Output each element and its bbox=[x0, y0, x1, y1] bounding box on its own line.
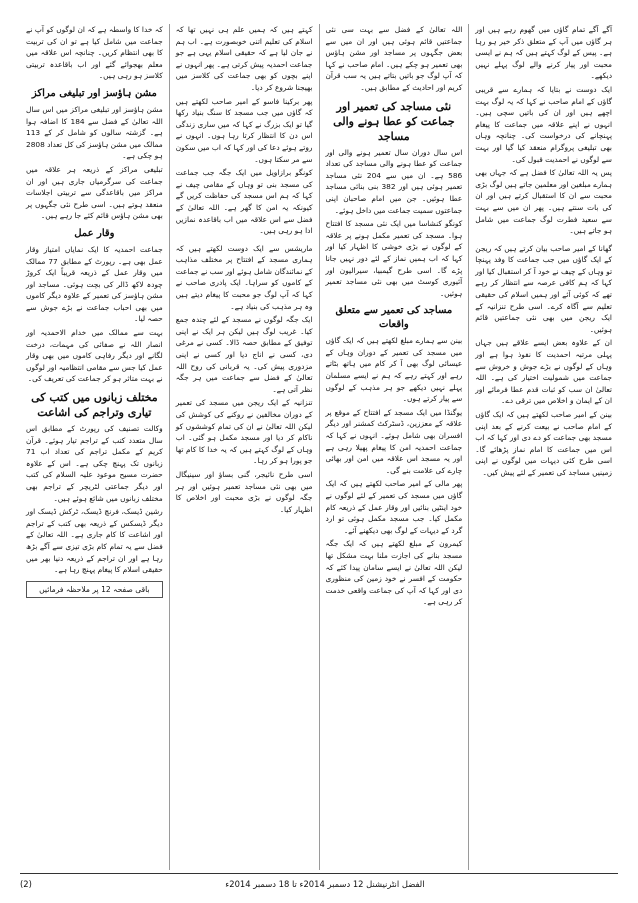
footer-divider bbox=[20, 873, 618, 874]
paragraph: تبلیغی مراکز کے ذریعہ ہر علاقہ میں جماعت کی سرگرمیاں جاری ہیں اور ان مراکز میں باقاعدگی سے تربیتی اجلاسات منعقد ہوتے ہیں۔ اسی طرح نئی جگہوں پر بھی مشن ہاؤس قائم کئے جا رہے ہیں۔ bbox=[26, 164, 163, 221]
column-4 bbox=[20, 24, 170, 870]
paragraph: اسی طرح نائیجر، گنی بساؤ اور سینیگال میں بھی نئی مساجد تعمیر ہوئیں اور ہر جگہ لوگوں نے بڑی محبت اور اخلاص کا اظہار کیا۔ bbox=[175, 469, 313, 514]
issue-date-line: الفضل انٹرنیشنل 12 دسمبر 2014ء تا 18 دسمبر 2014ء bbox=[225, 879, 425, 889]
paragraph: بینن سے ہمارے مبلغ لکھتے ہیں کہ ایک گاؤں میں مسجد کی تعمیر کے دوران وہاں کے عیسائی لوگ بھی آ کر کام میں ہاتھ بٹاتے رہے اور کہتے رہے کہ ہم نے ایسے مسلمان پہلے نہیں دیکھے جو ہر مذہب کے لوگوں سے پیار کرتے ہوں۔ bbox=[325, 336, 463, 404]
page-number: (2) bbox=[20, 879, 32, 889]
paragraph: پس یہ اللہ تعالیٰ کا فضل ہے کہ جہاں بھی ہمارے مبلغین اور معلمین جاتے ہیں لوگ بڑی محبت سے ان کا استقبال کرتے ہیں اور ان کی بات سنتے ہیں۔ پھر ان میں سے بہت سے سعید فطرت لوگ جماعت میں شامل ہو جاتے ہیں۔ bbox=[475, 168, 612, 236]
section-heading-mission-houses: مشن ہاؤسز اور تبلیغی مراکز bbox=[31, 87, 157, 99]
paragraph: کونگو برازاویل میں ایک جگہ جب جماعت کی مسجد بنی تو وہاں کے مقامی چیف نے کہا کہ ہم اس مسجد کی حفاظت کریں گے کیونکہ یہ امن کا گھر ہے۔ اللہ تعالیٰ کے فضل سے اس علاقہ میں اب باقاعدہ نمازیں ادا ہو رہی ہیں۔ bbox=[175, 168, 313, 236]
paragraph: بہت سے ممالک میں خدام الاحمدیہ اور انصار اللہ نے صفائی کی مہمات، درخت لگانے اور دیگر رفاہی کاموں میں بھی وقار عمل کیا جس سے مقامی انتظامیہ اور لوگوں نے بہت متاثر ہو کر جماعت کی تعریف کی۔ bbox=[26, 328, 163, 384]
section-heading-new-mosques: نئی مساجد کی تعمیر اور جماعت کو عطا ہونے والی مساجد bbox=[333, 99, 455, 143]
paragraph: ایک دوست نے بتایا کہ ہمارے سے قریبی گاؤں کے امام صاحب نے کہا کہ یہ لوگ بہت اچھے ہیں اور ان کی باتیں سچی ہیں۔ انہوں نے اپنے علاقہ میں جماعت کا پیغام پہنچانے کی درخواست کی۔ چنانچہ وہاں بھی تبلیغی پروگرام منعقد کیا گیا اور بہت سے لوگوں نے احمدیت قبول کی۔ bbox=[475, 84, 612, 164]
paragraph: پھر برکینا فاسو کے امیر صاحب لکھتے ہیں کہ گاؤں میں جب مسجد کا سنگ بنیاد رکھا گیا تو ایک بزرگ نے کہا کہ میں ساری زندگی اس دن کا انتظار کرتا رہا ہوں۔ انہوں نے روتے ہوئے دعا کی اور کہا کہ اب میں سکون سے مر سکتا ہوں۔ bbox=[175, 96, 313, 164]
paragraph: کہ خدا کا واسطہ ہے کہ ان لوگوں کو آپ نے جماعت میں شامل کیا ہے تو ان کی تربیت کا بھی انتظام کریں۔ چنانچہ اس علاقہ میں معلم بھجوائے گئے اور اب باقاعدہ تربیتی کلاسز ہو رہی ہیں۔ bbox=[26, 25, 163, 81]
paragraph: ان کے علاوہ بعض ایسے علاقے ہیں جہاں پہلی مرتبہ احمدیت کا نفوذ ہوا ہے اور وہاں کے لوگوں نے بڑے جوش و خروش سے جماعت میں شمولیت اختیار کی ہے۔ اللہ تعالیٰ ان سب کو ثبات قدم عطا فرمائے اور ان کے ایمان و اخلاص میں ترقی دے۔ bbox=[475, 338, 612, 406]
section-heading-mosque-events: مساجد کی تعمیر سے متعلق واقعات bbox=[335, 305, 453, 331]
article-columns bbox=[20, 24, 618, 870]
paragraph: جماعت احمدیہ کا ایک نمایاں امتیاز وقار عمل بھی ہے۔ رپورٹ کے مطابق 77 ممالک میں وقار عمل کے ذریعہ قریباً ایک کروڑ چودہ لاکھ ڈالر کی بچت ہوئی۔ مساجد اور مشن ہاؤسز کی تعمیر کے علاوہ دیگر کاموں میں بھی احباب جماعت نے بڑے جوش سے حصہ لیا۔ bbox=[26, 244, 163, 324]
paragraph: تنزانیہ کے ایک ریجن میں مسجد کی تعمیر کے دوران مخالفین نے روکنے کی کوشش کی لیکن اللہ تعالیٰ نے ان کی تمام کوششوں کو ناکام کر دیا اور مسجد مکمل ہو گئی۔ اب وہاں کے لوگ کہتے ہیں کہ یہ خدا کا کام تھا جو پورا ہو کر رہا۔ bbox=[175, 398, 313, 466]
column-1 bbox=[469, 24, 618, 870]
column-3 bbox=[170, 24, 320, 870]
paragraph: کیمرون کے مبلغ لکھتے ہیں کہ ایک جگہ مسجد بنانے کی اجازت ملنا بہت مشکل تھا لیکن اللہ تعالیٰ نے ایسے سامان پیدا کئے کہ حکومت کے افسر نے خود زمین کی منظوری دی اور کہا کہ آپ کی جماعت واقعی خدمت کر رہی ہے۔ bbox=[325, 539, 463, 607]
paragraph: وکالت تصنیف کی رپورٹ کے مطابق اس سال متعدد کتب کے تراجم تیار ہوئے۔ قرآن کریم کے مکمل تراجم کی تعداد اب 71 زبانوں تک پہنچ چکی ہے۔ اس کے علاوہ حضرت مسیح موعود علیہ السلام کی کتب اور دیگر جماعتی لٹریچر کے تراجم بھی مختلف زبانوں میں شائع ہوئے ہیں۔ bbox=[26, 424, 163, 503]
paragraph: کونگو کنشاسا میں ایک نئی مسجد کا افتتاح ہوا۔ مسجد کی تعمیر مکمل ہونے پر علاقہ کے لوگوں نے بڑی خوشی کا اظہار کیا اور کہا کہ اب ہمیں نماز کے لئے دور نہیں جانا پڑے گا۔ اسی طرح گیمبیا، سیرالیون اور آئیوری کوسٹ میں بھی نئی مساجد تعمیر ہوئیں۔ bbox=[325, 219, 463, 298]
paragraph: آگے آگے تمام گاؤں میں گھوم رہے ہیں اور ہر گاؤں میں آپ کے متعلق ذکر خیر ہو رہا ہے۔ پیس کے لوگ کہتے ہیں کہ ہم نے ایسی محبت اور پیار کرنے والے لوگ پہلے نہیں دیکھے۔ bbox=[475, 25, 612, 81]
paragraph: کہتے ہیں کہ ہمیں علم ہی نہیں تھا کہ اسلام کی تعلیم اتنی خوبصورت ہے۔ اب ہم نے جان لیا ہے کہ حقیقی اسلام یہی ہے جو جماعت احمدیہ پیش کرتی ہے۔ پھر انہوں نے اپنے بچوں کو بھی جماعت کی کلاسز میں بھیجنا شروع کر دیا۔ bbox=[175, 25, 313, 92]
section-heading-waqar-e-amal: وقار عمل bbox=[74, 227, 115, 239]
paragraph: ماریشس سے ایک دوست لکھتے ہیں کہ ہماری مسجد کے افتتاح پر مختلف مذاہب کے نمائندگان شامل ہوئے اور سب نے جماعت کے کاموں کو سراہا۔ ایک پادری صاحب نے کہا کہ آپ لوگ جو محبت کا پیغام دیتے ہیں وہ ہر مذہب کی بنیاد ہے۔ bbox=[175, 243, 313, 311]
section-heading-translations: مختلف زبانوں میں کتب کی تیاری وتراجم کی اشاعت bbox=[31, 391, 158, 420]
paragraph: اللہ تعالیٰ کے فضل سے بہت سی نئی جماعتیں قائم ہوئی ہیں اور ان میں سے بعض جگہوں پر مساجد اور مشن ہاؤس بھی تعمیر ہو چکے ہیں۔ امام صاحب نے کہا کہ آپ لوگ جو باتیں بتاتے ہیں یہ سب قرآن کریم اور احادیث کے مطابق ہیں۔ bbox=[325, 25, 463, 92]
paragraph: بینن کے امیر صاحب لکھتے ہیں کہ ایک گاؤں کے امام صاحب نے بیعت کرنے کے بعد اپنی مسجد بھی جماعت کو دے دی اور کہا کہ اب اس میں جماعت کا امام نماز پڑھائے گا۔ اسی طرح کئی دیہات میں لوگوں نے اپنی زمینیں مساجد کی تعمیر کے لئے پیش کیں۔ bbox=[475, 410, 612, 477]
paragraph: رشین ڈیسک، فرنچ ڈیسک، ٹرکش ڈیسک اور دیگر ڈیسکس کے ذریعہ بھی کتب کے تراجم اور اشاعت کا کام جاری ہے۔ اللہ تعالیٰ کے فضل سے یہ تمام کام بڑی تیزی سے آگے بڑھ رہا ہے اور ان تراجم کے ذریعہ دنیا بھر میں حقیقی اسلام کا پیغام پہنچ رہا ہے۔ bbox=[26, 507, 163, 575]
page-footer bbox=[20, 876, 618, 892]
paragraph: مشن ہاؤسز اور تبلیغی مراکز میں اس سال اللہ تعالیٰ کے فضل سے 184 کا اضافہ ہوا ہے۔ گزشتہ سالوں کو شامل کر کے 113 ممالک میں مشن ہاؤسز کی کل تعداد 2808 ہو چکی ہے۔ bbox=[26, 104, 163, 161]
continued-on-page-note: باقی صفحہ 12 پر ملاحظہ فرمائیں bbox=[26, 581, 163, 599]
paragraph: گھانا کے امیر صاحب بیان کرتے ہیں کہ ریجن کے ایک گاؤں میں جب جماعت کا وفد پہنچا تو وہاں کے چیف نے خود آ کر استقبال کیا اور کہا کہ ہم کافی عرصہ سے انتظار کر رہے تھے کہ کوئی آئے اور ہمیں اسلام کی حقیقی تعلیم سے آگاہ کرے۔ اسی طرح تنزانیہ کے ایک ریجن میں بھی نئی جماعتیں قائم ہوئیں۔ bbox=[475, 243, 612, 334]
paragraph: پھر مالی کے امیر صاحب لکھتے ہیں کہ ایک گاؤں میں مسجد کی تعمیر کے لئے لوگوں نے خود اینٹیں بنائیں اور وقار عمل کے ذریعہ کام مکمل کیا۔ جب مسجد مکمل ہوئی تو ارد گرد کے دیہات کے لوگ بھی دیکھنے آئے۔ bbox=[325, 479, 463, 535]
paragraph: اس سال دوران سال تعمیر ہونے والی اور جماعت کو عطا ہونے والی مساجد کی تعداد 586 ہے۔ ان میں سے 204 نئی مساجد تعمیر ہوئی ہیں اور 382 بنی بنائی مساجد عطا ہوئیں۔ جن میں امام صاحبان اپنی جماعتوں سمیت جماعت میں داخل ہوئے۔ bbox=[325, 147, 463, 215]
paragraph: ایک جگہ لوگوں نے مسجد کے لئے چندہ جمع کیا۔ غریب لوگ ہیں لیکن ہر ایک نے اپنی توفیق کے مطابق حصہ ڈالا۔ کسی نے مرغی دی، کسی نے اناج دیا اور کسی نے اپنی مزدوری پیش کی۔ یہ قربانی کی روح اللہ تعالیٰ کے فضل سے جماعت میں ہر جگہ نظر آتی ہے۔ bbox=[175, 315, 313, 394]
paragraph: یوگنڈا میں ایک مسجد کے افتتاح کے موقع پر علاقہ کے معززین، ڈسٹرکٹ کمشنر اور دیگر افسران بھی شامل ہوئے۔ انہوں نے کہا کہ جماعت احمدیہ امن کا پیغام پھیلا رہی ہے اور یہ مسجد اس علاقہ میں امن اور بھائی چارے کی علامت بنے گی۔ bbox=[325, 407, 463, 475]
column-2 bbox=[320, 24, 470, 870]
